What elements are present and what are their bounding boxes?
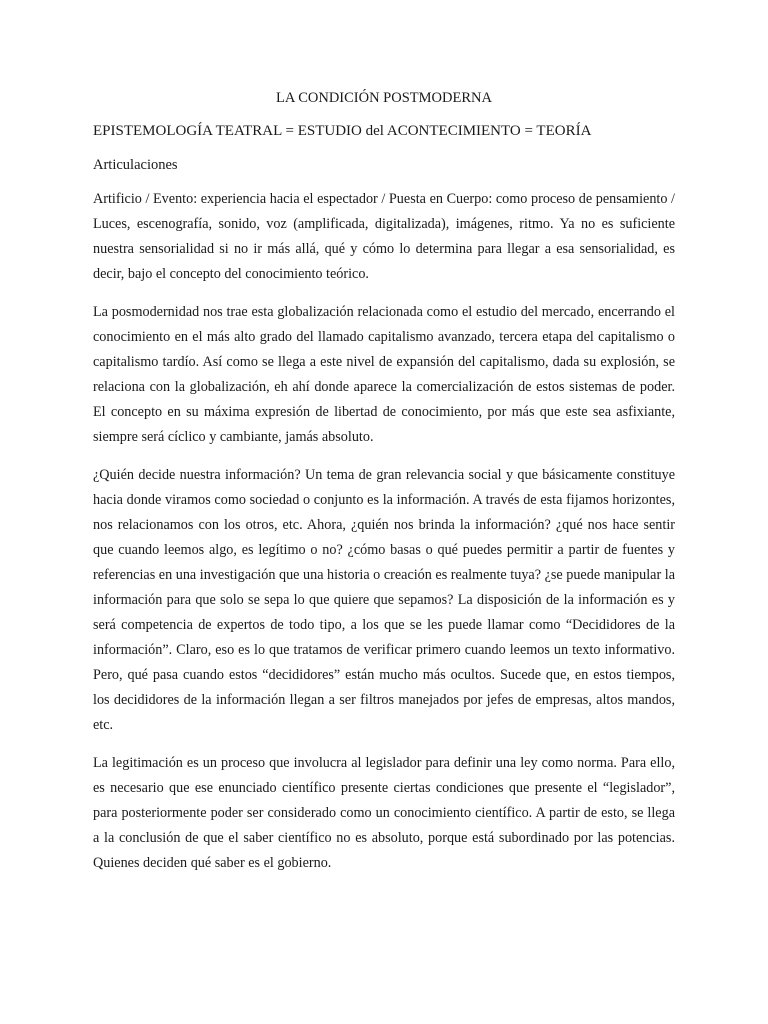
document-heading: EPISTEMOLOGÍA TEATRAL = ESTUDIO del ACONTECIMIENTO = TEORÍA bbox=[93, 123, 592, 139]
paragraph-legitimacion: La legitimación es un proceso que involucra al legislador para definir una ley como norma. Para ello, es necesario que ese enunciado científico presente ciertas condiciones que presente el “legislador”, para posteriormente poder ser considerado como un conocimiento científico. A partir de esto, se llega a la conclusión de que el saber científico no es absoluto, porque está subordinado por las potencias. Quienes deciden qué saber es el gobierno. bbox=[93, 755, 675, 871]
paragraph-informacion: ¿Quién decide nuestra información? Un tema de gran relevancia social y que básicamente constituye hacia donde viramos como sociedad o conjunto es la información. A través de esta fijamos horizontes, nos relacionamos con los otros, etc. Ahora, ¿quién nos brinda la información? ¿qué nos hace sentir que cuando leemos algo, es legítimo o no? ¿cómo basas o qué puedes permitir a partir de fuentes y referencias en una investigación que una historia o creación es realmente tuya? ¿se puede manipular la información para que solo se sepa lo que quiere que sepamos? La disposición de la información es y será competencia de expertos de todo tipo, a los que se les puede llamar como “Decididores de la información”. Claro, eso es lo que tratamos de verificar primero cuando leemos un texto informativo. Pero, qué pasa cuando estos “decididores” están mucho más ocultos. Sucede que, en estos tiempos, los decididores de la información llegan a ser filtros manejados por jefes de empresas, altos mandos, etc. bbox=[93, 467, 675, 733]
document-body bbox=[93, 187, 675, 876]
document-title: LA CONDICIÓN POSTMODERNA bbox=[276, 90, 492, 106]
paragraph-posmodernidad: La posmodernidad nos trae esta globalización relacionada como el estudio del mercado, encerrando el conocimiento en el más alto grado del llamado capitalismo avanzado, tercera etapa del capitalismo o capitalismo tardío. Así como se llega a este nivel de expansión del capitalismo, dada su explosión, se relaciona con la globalización, eh ahí donde aparece la comercialización de estos sistemas de poder. El concepto en su máxima expresión de libertad de conocimiento, por más que este sea asfixiante, siempre será cíclico y cambiante, jamás absoluto. bbox=[93, 304, 675, 445]
paragraph-artificio: Artificio / Evento: experiencia hacia el espectador / Puesta en Cuerpo: como proceso de pensamiento / Luces, escenografía, sonido, voz (amplificada, digitalizada), imágenes, ritmo. Ya no es suficiente nuestra sensorialidad si no ir más allá, qué y cómo lo determina para llegar a esa sensorialidad, es decir, bajo el concepto del conocimiento teórico. bbox=[93, 191, 675, 282]
document-subheading: Articulaciones bbox=[93, 157, 178, 173]
